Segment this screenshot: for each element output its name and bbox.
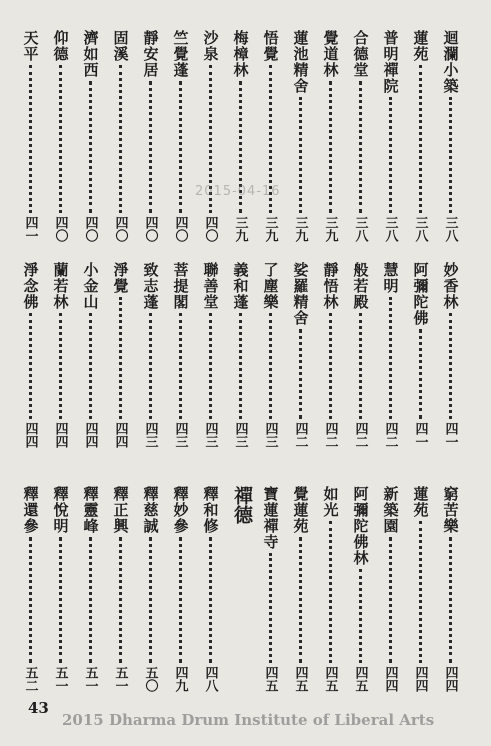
leader-dots xyxy=(89,81,92,213)
leader-dots xyxy=(59,313,62,419)
leader-dots xyxy=(449,97,452,213)
entry-name: 悟覺 xyxy=(261,30,280,62)
entry-name: 釋還參 xyxy=(21,486,40,534)
index-entry xyxy=(289,486,311,692)
leader-dots xyxy=(329,521,332,663)
index-entry xyxy=(229,262,251,448)
leader-dots xyxy=(29,537,32,663)
entry-name: 阿彌陀佛 xyxy=(411,262,430,326)
entry-name: 釋悅明 xyxy=(51,486,70,534)
entry-name: 釋和修 xyxy=(201,486,220,534)
index-entry xyxy=(49,30,71,242)
entry-page: 四二 xyxy=(352,422,368,448)
index-entry xyxy=(109,486,131,692)
index-entry xyxy=(259,486,281,692)
index-block-3 xyxy=(11,486,461,692)
entry-page: 四五 xyxy=(352,666,368,692)
entry-name: 蓮苑 xyxy=(411,486,430,518)
entry-name: 梅樟林 xyxy=(231,30,250,78)
leader-dots xyxy=(149,313,152,419)
leader-dots xyxy=(179,81,182,213)
entry-page: 三八 xyxy=(382,216,398,242)
leader-dots xyxy=(359,81,362,213)
leader-dots xyxy=(149,81,152,213)
entry-page: 四四 xyxy=(442,666,458,692)
entry-name: 新築園 xyxy=(381,486,400,534)
entry-name: 釋靈峰 xyxy=(81,486,100,534)
entry-name: 仰德 xyxy=(51,30,70,62)
index-entry xyxy=(109,262,131,448)
index-entry xyxy=(169,30,191,242)
entry-name: 覺蓮苑 xyxy=(291,486,310,534)
entry-page: 三八 xyxy=(352,216,368,242)
entry-page: 五〇 xyxy=(142,666,158,692)
leader-dots xyxy=(179,313,182,419)
entry-page: 四二 xyxy=(292,422,308,448)
index-entry xyxy=(409,30,431,242)
leader-dots xyxy=(179,537,182,663)
index-entry xyxy=(19,486,41,692)
leader-dots xyxy=(419,521,422,663)
index-entry xyxy=(139,486,161,692)
entry-name: 菩提閣 xyxy=(171,262,190,310)
index-entry xyxy=(49,262,71,448)
entry-page: 四〇 xyxy=(142,216,158,242)
index-entry xyxy=(439,486,461,692)
index-entry xyxy=(169,262,191,448)
entry-name: 靜悟林 xyxy=(321,262,340,310)
entry-page: 四三 xyxy=(202,422,218,448)
index-entry xyxy=(79,262,101,448)
entry-name: 靜安居 xyxy=(141,30,160,78)
leader-dots xyxy=(299,97,302,213)
leader-dots xyxy=(449,537,452,663)
entry-name: 淨念佛 xyxy=(21,262,40,310)
entry-page: 四一 xyxy=(412,422,428,448)
entry-name: 蓮苑 xyxy=(411,30,430,62)
entry-name: 聯善堂 xyxy=(201,262,220,310)
leader-dots xyxy=(89,537,92,663)
entry-page: 四〇 xyxy=(172,216,188,242)
entry-name: 合德堂 xyxy=(351,30,370,78)
index-entry xyxy=(199,30,221,242)
index-entry xyxy=(109,30,131,242)
leader-dots xyxy=(359,313,362,419)
leader-dots xyxy=(269,313,272,419)
leader-dots xyxy=(389,297,392,419)
leader-dots xyxy=(59,537,62,663)
index-entry xyxy=(199,262,221,448)
index-entry xyxy=(79,30,101,242)
index-entry xyxy=(289,262,311,448)
entry-name: 蓮池精舍 xyxy=(291,30,310,94)
entry-name: 般若殿 xyxy=(351,262,370,310)
entry-page: 四四 xyxy=(82,422,98,448)
index-entry xyxy=(349,486,371,692)
leader-dots xyxy=(149,537,152,663)
entry-name: 釋正興 xyxy=(111,486,130,534)
index-entry xyxy=(229,30,251,242)
entry-page: 三九 xyxy=(322,216,338,242)
entry-name: 濟如西 xyxy=(81,30,100,78)
leader-dots xyxy=(209,313,212,419)
entry-page: 四一 xyxy=(22,216,38,242)
index-entry xyxy=(439,30,461,242)
index-entry xyxy=(139,30,161,242)
index-entry xyxy=(289,30,311,242)
entry-name: 小金山 xyxy=(81,262,100,310)
entry-name: 慧明 xyxy=(381,262,400,294)
entry-page: 四一 xyxy=(442,422,458,448)
entry-name: 竺覺蓬 xyxy=(171,30,190,78)
leader-dots xyxy=(329,313,332,419)
index-entry xyxy=(139,262,161,448)
leader-dots xyxy=(119,297,122,419)
index-entry xyxy=(199,486,221,692)
index-entry xyxy=(49,486,71,692)
entry-name: 覺道林 xyxy=(321,30,340,78)
entry-name: 天平 xyxy=(21,30,40,62)
index-entry xyxy=(379,262,401,448)
index-entry xyxy=(169,486,191,692)
leader-dots xyxy=(359,569,362,663)
index-entry xyxy=(349,30,371,242)
entry-name: 釋妙參 xyxy=(171,486,190,534)
entry-page: 三八 xyxy=(442,216,458,242)
leader-dots xyxy=(119,537,122,663)
index-block-1 xyxy=(11,30,461,242)
entry-page: 四三 xyxy=(172,422,188,448)
entry-page: 四〇 xyxy=(82,216,98,242)
entry-page: 四三 xyxy=(142,422,158,448)
entry-page: 四四 xyxy=(22,422,38,448)
entry-page: 四四 xyxy=(52,422,68,448)
index-entry xyxy=(319,486,341,692)
date-stamp: 2015-04-16 xyxy=(195,184,281,199)
leader-dots xyxy=(269,553,272,663)
leader-dots xyxy=(209,537,212,663)
entry-name: 迴瀾小築 xyxy=(441,30,460,94)
entry-name: 了塵樂 xyxy=(261,262,280,310)
leader-dots xyxy=(299,537,302,663)
index-entry xyxy=(19,30,41,242)
leader-dots xyxy=(419,65,422,213)
entry-name: 固溪 xyxy=(111,30,130,62)
index-entry xyxy=(349,262,371,448)
section-heading: 禪德 xyxy=(231,486,253,524)
entry-name: 妙香林 xyxy=(441,262,460,310)
index-entry xyxy=(319,30,341,242)
index-entry xyxy=(259,262,281,448)
entry-page: 五一 xyxy=(52,666,68,692)
index-entry xyxy=(19,262,41,448)
leader-dots xyxy=(329,81,332,213)
entry-page: 四八 xyxy=(202,666,218,692)
leader-dots xyxy=(419,329,422,419)
entry-page: 五一 xyxy=(82,666,98,692)
leader-dots xyxy=(29,65,32,213)
leader-dots xyxy=(299,329,302,419)
entry-page: 四五 xyxy=(292,666,308,692)
leader-dots xyxy=(389,537,392,663)
entry-name: 義和蓬 xyxy=(231,262,250,310)
index-entry xyxy=(439,262,461,448)
entry-name: 普明禪院 xyxy=(381,30,400,94)
entry-page: 三九 xyxy=(292,216,308,242)
entry-name: 娑羅精舍 xyxy=(291,262,310,326)
index-entry xyxy=(379,486,401,692)
entry-name: 窮苦樂 xyxy=(441,486,460,534)
entry-page: 五二 xyxy=(22,666,38,692)
index-entry xyxy=(409,486,431,692)
entry-page: 四九 xyxy=(172,666,188,692)
entry-name: 致志蓬 xyxy=(141,262,160,310)
leader-dots xyxy=(119,65,122,213)
leader-dots xyxy=(59,65,62,213)
entry-page: 三九 xyxy=(262,216,278,242)
leader-dots xyxy=(389,97,392,213)
page-number: 43 xyxy=(28,699,49,717)
entry-page: 四四 xyxy=(412,666,428,692)
entry-name: 阿彌陀佛林 xyxy=(351,486,370,566)
entry-name: 淨覺 xyxy=(111,262,130,294)
entry-name: 蘭若林 xyxy=(51,262,70,310)
entry-page: 四五 xyxy=(262,666,278,692)
entry-name: 沙泉 xyxy=(201,30,220,62)
entry-name: 寶蓮禪寺 xyxy=(261,486,280,550)
entry-page: 三八 xyxy=(412,216,428,242)
footer-watermark: 2015 Dharma Drum Institute of Liberal Arts xyxy=(62,711,435,729)
index-entry xyxy=(79,486,101,692)
entry-page: 四五 xyxy=(322,666,338,692)
entry-page: 四四 xyxy=(112,422,128,448)
entry-page: 四〇 xyxy=(112,216,128,242)
index-entry xyxy=(319,262,341,448)
index-entry xyxy=(259,30,281,242)
entry-page: 四四 xyxy=(382,666,398,692)
entry-page: 四三 xyxy=(232,422,248,448)
index-entry xyxy=(409,262,431,448)
entry-page: 四二 xyxy=(322,422,338,448)
index-entry xyxy=(379,30,401,242)
entry-page: 五一 xyxy=(112,666,128,692)
entry-page: 四二 xyxy=(382,422,398,448)
leader-dots xyxy=(239,313,242,419)
entry-page: 四三 xyxy=(262,422,278,448)
leader-dots xyxy=(89,313,92,419)
index-block-2 xyxy=(11,262,461,448)
entry-page: 四〇 xyxy=(202,216,218,242)
entry-page: 三九 xyxy=(232,216,248,242)
entry-name: 釋慈誠 xyxy=(141,486,160,534)
entry-page: 四〇 xyxy=(52,216,68,242)
leader-dots xyxy=(449,313,452,419)
leader-dots xyxy=(29,313,32,419)
entry-name: 如光 xyxy=(321,486,340,518)
